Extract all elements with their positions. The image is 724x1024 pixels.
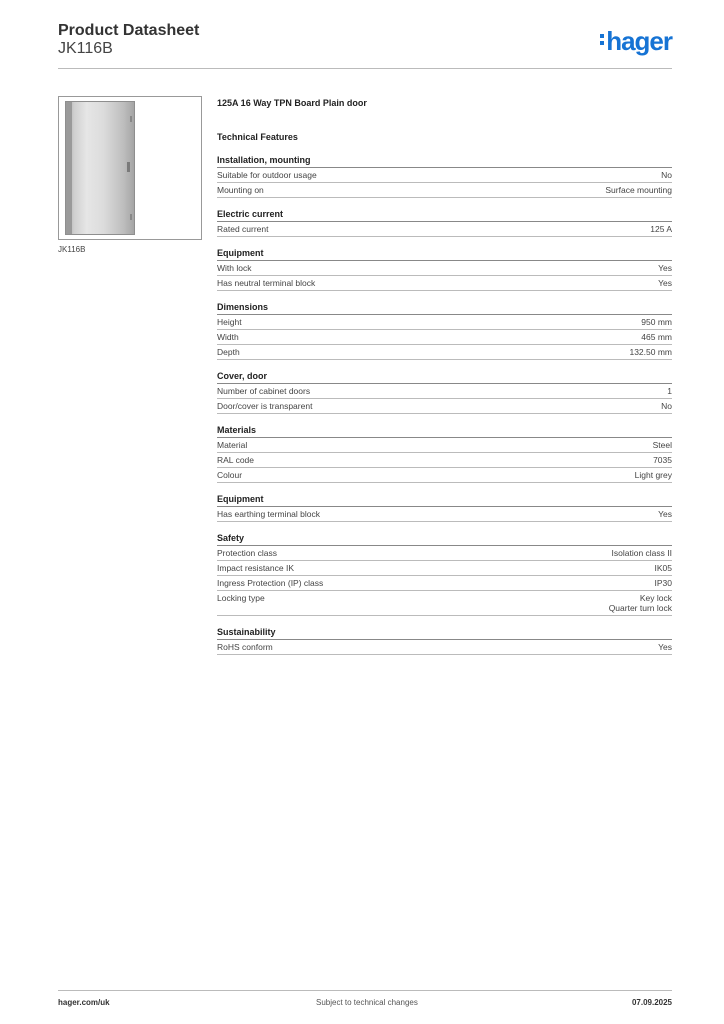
spec-row <box>217 640 672 655</box>
section-title: Materials <box>217 424 672 438</box>
spec-value: Steel <box>652 440 672 450</box>
logo-text: hager <box>606 26 672 56</box>
spec-label: Number of cabinet doors <box>217 386 311 396</box>
spec-section <box>217 424 672 483</box>
spec-label: Has neutral terminal block <box>217 278 316 288</box>
spec-value: Yes <box>658 642 672 652</box>
spec-label: Impact resistance IK <box>217 563 295 573</box>
spec-label: Protection class <box>217 548 277 558</box>
footer-notice: Subject to technical changes <box>316 998 418 1007</box>
spec-label: Depth <box>217 347 240 357</box>
footer-divider <box>58 990 672 991</box>
spec-row <box>217 276 672 291</box>
spec-label: Locking type <box>217 593 265 603</box>
spec-label: Width <box>217 332 239 342</box>
section-title: Electric current <box>217 208 672 222</box>
spec-row <box>217 183 672 198</box>
spec-row <box>217 168 672 183</box>
page-header <box>58 20 672 70</box>
spec-row <box>217 438 672 453</box>
spec-value: 132.50 mm <box>629 347 672 357</box>
spec-value: 125 A <box>650 224 672 234</box>
spec-label: RoHS conform <box>217 642 273 652</box>
section-title: Dimensions <box>217 301 672 315</box>
footer-website: hager.com/uk <box>58 998 110 1007</box>
spec-label: Ingress Protection (IP) class <box>217 578 324 588</box>
spec-value: 950 mm <box>641 317 672 327</box>
cabinet-illustration <box>65 101 135 235</box>
spec-label: Has earthing terminal block <box>217 509 320 519</box>
lock-handle <box>127 162 130 172</box>
section-title: Equipment <box>217 493 672 507</box>
spec-label: Height <box>217 317 242 327</box>
product-image <box>58 96 202 240</box>
spec-label: Colour <box>217 470 243 480</box>
spec-row <box>217 315 672 330</box>
spec-row <box>217 507 672 522</box>
section-title: Equipment <box>217 247 672 261</box>
spec-label: Suitable for outdoor usage <box>217 170 317 180</box>
spec-value: Isolation class II <box>611 548 672 558</box>
spec-row <box>217 591 672 616</box>
spec-row <box>217 576 672 591</box>
spec-row <box>217 561 672 576</box>
spec-value: Surface mounting <box>605 185 672 195</box>
spec-row <box>217 222 672 237</box>
product-name: 125A 16 Way TPN Board Plain door <box>217 98 367 108</box>
spec-row <box>217 453 672 468</box>
spec-value: Yes <box>658 509 672 519</box>
spec-section <box>217 493 672 522</box>
spec-value: IK05 <box>654 563 672 573</box>
hager-logo <box>600 28 672 54</box>
spec-row <box>217 261 672 276</box>
spec-value: Yes <box>658 278 672 288</box>
section-title: Installation, mounting <box>217 154 672 168</box>
spec-value: 465 mm <box>641 332 672 342</box>
section-title: Sustainability <box>217 626 672 640</box>
spec-row <box>217 546 672 561</box>
footer-date: 07.09.2025 <box>631 998 672 1007</box>
spec-label: With lock <box>217 263 252 273</box>
spec-section <box>217 532 672 616</box>
spec-label: Material <box>217 440 248 450</box>
spec-value: IP30 <box>654 578 672 588</box>
spec-section <box>217 626 672 655</box>
header-divider <box>58 68 672 69</box>
spec-label: RAL code <box>217 455 255 465</box>
spec-value: No <box>661 170 672 180</box>
spec-section <box>217 247 672 291</box>
spec-value: Yes <box>658 263 672 273</box>
spec-value: 7035 <box>653 455 672 465</box>
spec-value: No <box>661 401 672 411</box>
spec-row <box>217 330 672 345</box>
section-title: Cover, door <box>217 370 672 384</box>
technical-features-heading: Technical Features <box>217 132 298 142</box>
spec-row <box>217 399 672 414</box>
product-code: JK116B <box>58 40 113 57</box>
spec-content <box>217 96 672 655</box>
section-title: Safety <box>217 532 672 546</box>
spec-label: Rated current <box>217 224 269 234</box>
spec-section <box>217 370 672 414</box>
spec-row <box>217 384 672 399</box>
spec-label: Door/cover is transparent <box>217 401 313 411</box>
spec-row <box>217 468 672 483</box>
spec-value: Key lock Quarter turn lock <box>608 593 672 613</box>
spec-sections <box>217 154 672 655</box>
spec-section <box>217 301 672 360</box>
spec-section <box>217 208 672 237</box>
image-caption: JK116B <box>58 245 86 254</box>
spec-row <box>217 345 672 360</box>
spec-label: Mounting on <box>217 185 264 195</box>
document-title: Product Datasheet <box>58 22 200 39</box>
spec-section <box>217 154 672 198</box>
spec-value: Light grey <box>634 470 672 480</box>
spec-value: 1 <box>667 386 672 396</box>
logo-colon-mark <box>600 34 606 48</box>
